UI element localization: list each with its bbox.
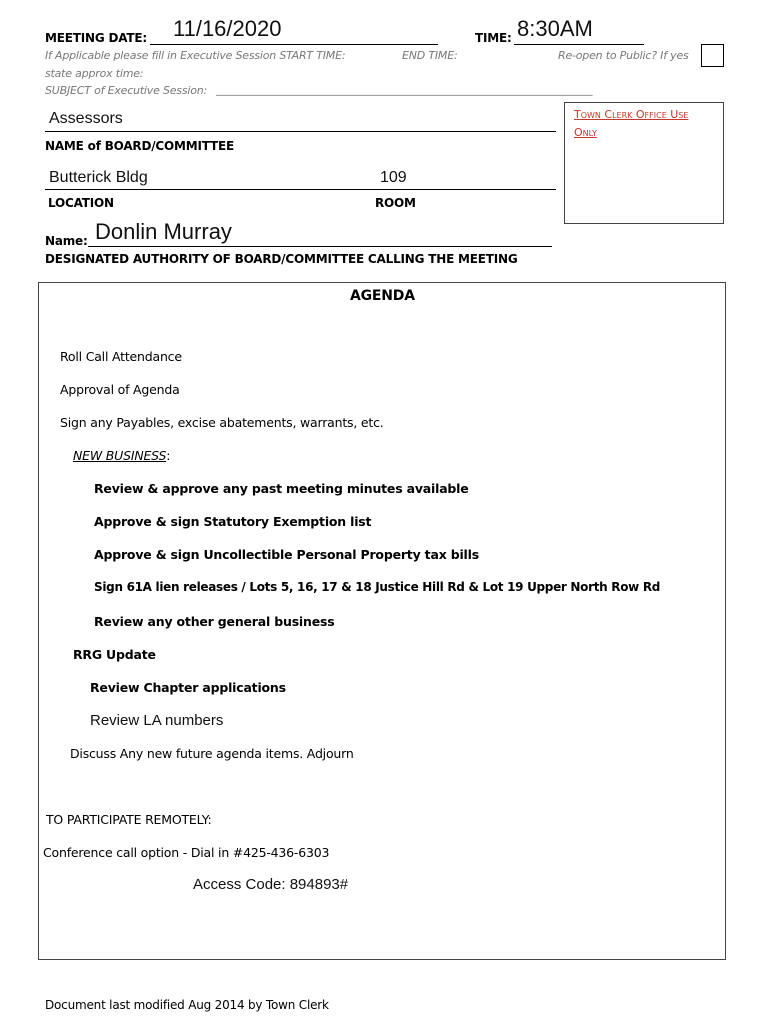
state-approx-label: state approx time: — [45, 67, 144, 80]
new-business-item: Approve & sign Statutory Exemption list — [94, 514, 372, 529]
footer-modified: Document last modified Aug 2014 by Town Clerk — [45, 998, 329, 1012]
rrg-update: RRG Update — [73, 647, 156, 662]
subject-line[interactable]: _______________________________________________________________________ — [216, 83, 593, 96]
location-label: LOCATION — [48, 196, 114, 210]
location-underline — [45, 189, 556, 190]
access-code: Access Code: 894893# — [193, 876, 349, 893]
board-name-value[interactable]: Assessors — [49, 110, 123, 127]
town-clerk-label-line2: Only — [574, 126, 597, 139]
board-name-underline — [45, 131, 556, 132]
discuss-adjourn: Discuss Any new future agenda items. Adjourn — [70, 746, 354, 761]
new-business-label: NEW BUSINESS — [73, 448, 167, 463]
exec-session-note: If Applicable please fill in Executive Session START TIME: — [45, 49, 346, 62]
meeting-date-label: MEETING DATE: — [45, 31, 147, 45]
room-value[interactable]: 109 — [380, 169, 407, 186]
town-clerk-box — [564, 102, 724, 224]
authority-name-label: Name: — [45, 234, 88, 248]
subject-label: SUBJECT of Executive Session: — [45, 84, 208, 97]
meeting-date-value[interactable]: 11/16/2020 — [173, 16, 282, 41]
review-la: Review LA numbers — [90, 712, 224, 729]
town-clerk-label-line1: Town Clerk Office Use — [574, 108, 689, 121]
authority-name-underline — [88, 246, 552, 247]
new-business-item: Sign 61A lien releases / Lots 5, 16, 17 & 18 Justice Hill Rd & Lot 19 Upper North Row Rd — [94, 580, 661, 594]
remote-label: TO PARTICIPATE REMOTELY: — [46, 812, 212, 827]
authority-name-value[interactable]: Donlin Murray — [95, 219, 232, 244]
room-label: ROOM — [375, 196, 416, 210]
new-business-colon: : — [166, 448, 171, 463]
reopen-checkbox[interactable] — [701, 44, 724, 67]
meeting-date-underline — [150, 44, 438, 45]
agenda-item-approval: Approval of Agenda — [60, 382, 180, 397]
new-business-item: Review & approve any past meeting minutes available — [94, 481, 469, 496]
location-value[interactable]: Butterick Bldg — [49, 169, 148, 186]
new-business-item: Approve & sign Uncollectible Personal Property tax bills — [94, 547, 479, 562]
reopen-label: Re-open to Public? If yes — [558, 49, 689, 62]
new-business-item: Review any other general business — [94, 614, 335, 629]
new-business-heading — [73, 448, 170, 463]
agenda-item-roll-call: Roll Call Attendance — [60, 349, 182, 364]
time-underline — [514, 44, 644, 45]
agenda-title: AGENDA — [350, 288, 415, 304]
board-name-label: NAME of BOARD/COMMITTEE — [45, 139, 234, 153]
time-value[interactable]: 8:30AM — [517, 16, 593, 41]
conference-call: Conference call option - Dial in #425-436-6303 — [43, 845, 330, 860]
end-time-label: END TIME: — [402, 49, 458, 62]
agenda-item-payables: Sign any Payables, excise abatements, warrants, etc. — [60, 415, 384, 430]
time-label: TIME: — [475, 31, 512, 45]
authority-label: DESIGNATED AUTHORITY OF BOARD/COMMITTEE CALLING THE MEETING — [45, 252, 518, 266]
review-chapter: Review Chapter applications — [90, 680, 286, 695]
